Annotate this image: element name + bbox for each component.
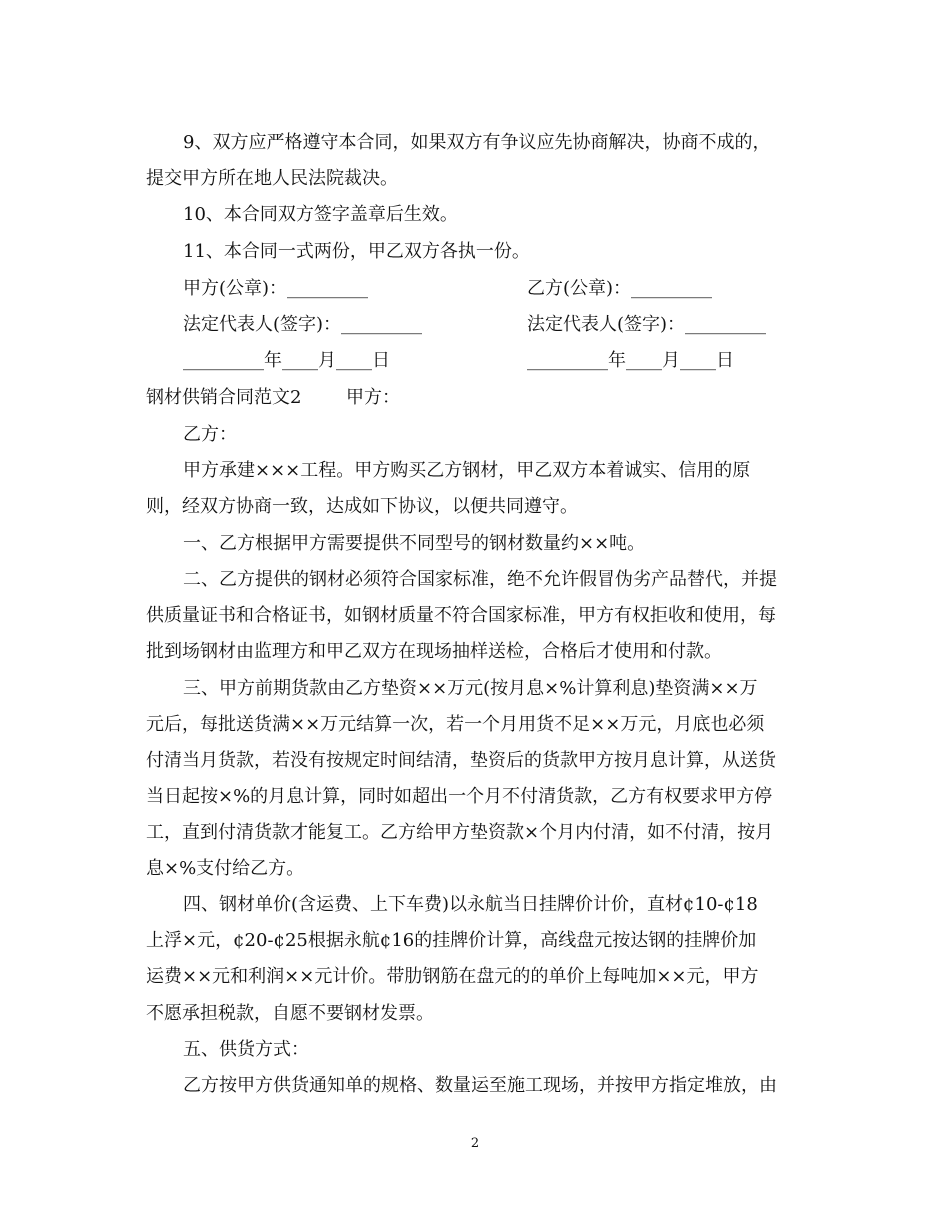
clause-10: 10、本合同双方签字盖章后生效。 <box>183 204 458 225</box>
party-b-date: _________年____月____日 <box>527 350 734 371</box>
section-3-line-5: 工，直到付清货款才能复工。乙方给甲方垫资款×个月内付清，如不付清，按月 <box>146 822 774 843</box>
section-3-line-6: 息×%支付给乙方。 <box>146 858 305 879</box>
section-4-line-4: 不愿承担税款，自愿不要钢材发票。 <box>146 1003 434 1024</box>
section-3-line-3: 付清当月货款，若没有按规定时间结清，垫资后的货款甲方按月息计算，从送货 <box>146 750 776 771</box>
section-4-line-3: 运费××元和利润××元计价。带肋钢筋在盘元的的单价上每吨加××元，甲方 <box>146 966 759 987</box>
party-a-date: _________年____月____日 <box>183 350 390 371</box>
section-2-line-3: 批到场钢材由监理方和甲乙双方在现场抽样送检，合格后才使用和付款。 <box>146 641 722 662</box>
section-5-heading: 五、供货方式： <box>183 1039 309 1060</box>
section-3-line-1: 三、甲方前期货款由乙方垫资××万元(按月息×%计算利息)垫资满××万 <box>183 678 758 699</box>
intro-line-2: 则，经双方协商一致，达成如下协议，以便共同遵守。 <box>146 496 578 517</box>
section-4-line-1: 四、钢材单价(含运费、上下车费)以永航当日挂牌价计价，直材¢10-¢18 <box>183 894 758 915</box>
contract-2-party-b: 乙方： <box>183 424 237 445</box>
clause-11: 11、本合同一式两份，甲乙双方各执一份。 <box>183 241 530 262</box>
contract-2-title: 钢材供销合同范文2 <box>146 387 302 408</box>
contract-2-party-a: 甲方： <box>346 387 400 408</box>
party-b-representative: 法定代表人(签字)：_________ <box>527 314 767 335</box>
clause-9-line-2: 提交甲方所在地人民法院裁决。 <box>146 168 398 189</box>
clause-9-line-1: 9、双方应严格遵守本合同，如果双方有争议应先协商解决，协商不成的， <box>183 132 771 153</box>
section-3-line-4: 当日起按×%的月息计算，同时如超出一个月不付清货款，乙方有权要求甲方停 <box>146 786 773 807</box>
section-3-line-2: 元后，每批送货满××万元结算一次，若一个月用货不足××万元，月底也必须 <box>146 714 765 735</box>
section-2-line-2: 供质量证书和合格证书，如钢材质量不符合国家标准，甲方有权拒收和使用，每 <box>146 605 776 626</box>
section-5-line-1: 乙方按甲方供货通知单的规格、数量运至施工现场，并按甲方指定堆放，由 <box>183 1075 777 1096</box>
party-b-seal: 乙方(公章)：_________ <box>527 278 713 299</box>
intro-line-1: 甲方承建×××工程。甲方购买乙方钢材，甲乙双方本着诚实、信用的原 <box>183 460 751 481</box>
page-number: 2 <box>470 1136 480 1151</box>
section-2-line-1: 二、乙方提供的钢材必须符合国家标准，绝不允许假冒伪劣产品替代，并提 <box>183 569 777 590</box>
section-1-line-1: 一、乙方根据甲方需要提供不同型号的钢材数量约××吨。 <box>183 533 646 554</box>
section-4-line-2: 上浮×元，¢20-¢25根据永航¢16的挂牌价计算，高线盘元按达钢的挂牌价加 <box>146 930 757 951</box>
party-a-representative: 法定代表人(签字)：_________ <box>183 314 423 335</box>
party-a-seal: 甲方(公章)：_________ <box>183 278 369 299</box>
